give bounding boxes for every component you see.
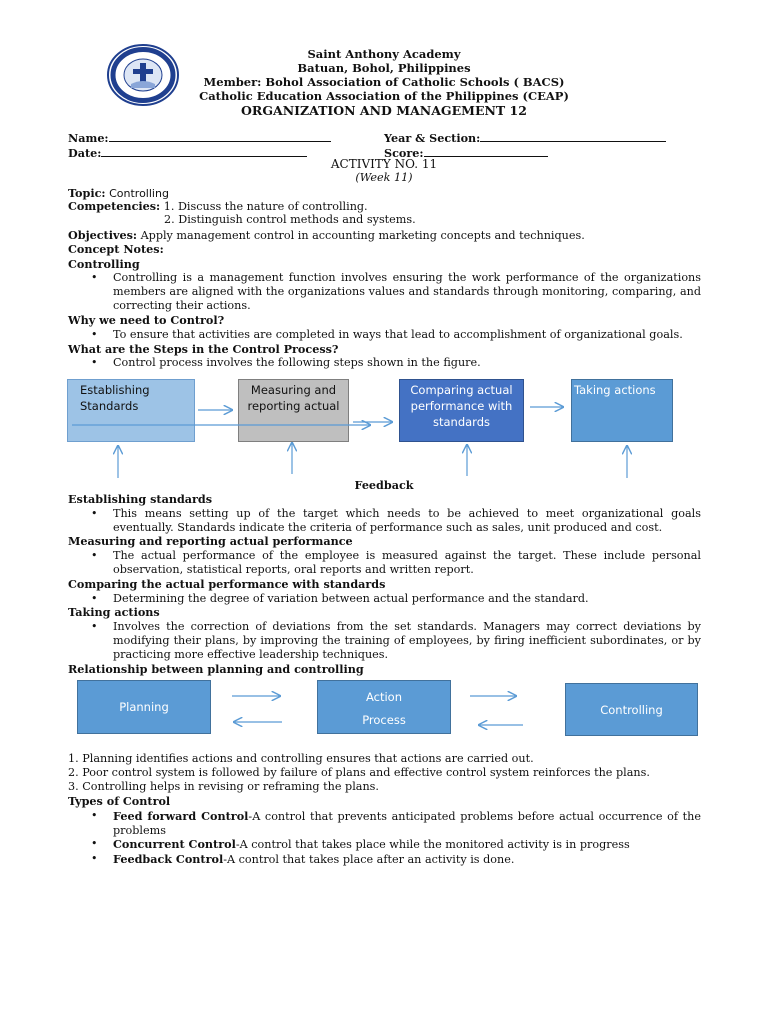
bullet-icon: •	[91, 852, 98, 865]
why-heading: Why we need to Control?	[68, 313, 225, 327]
school-address: Batuan, Bohol, Philippines	[297, 61, 471, 75]
competency-2: 2. Distinguish control methods and systems.	[164, 213, 416, 226]
competency-1: 1. Discuss the nature of controlling.	[163, 200, 368, 213]
taking-actions-label: Taking actions	[574, 383, 656, 397]
planning-box	[77, 680, 211, 734]
steps-text: Control process involves the following steps shown in the figure.	[113, 356, 481, 369]
year-section-label: Year & Section:	[384, 131, 481, 145]
bullet-icon: •	[91, 507, 98, 520]
bullet-icon: •	[91, 271, 98, 284]
date-label: Date:	[68, 146, 102, 160]
activity-title: ACTIVITY NO. 11	[330, 157, 438, 171]
comparing-box	[399, 379, 524, 442]
type-term: Feedback Control	[113, 852, 224, 866]
bullet-icon: •	[91, 809, 98, 822]
numbered-point-1: 1. Planning identifies actions and controlling ensures that actions are carried out.	[68, 752, 534, 765]
measuring-reporting-label: Measuring and reporting actual	[247, 383, 340, 413]
establishing-text: This means setting up of the target which needs to be achieved to meet organizational goals eventually. Standards indicate the criteria of performance such as sales, unit produced and cost.	[113, 507, 701, 534]
establishing-heading: Establishing standards	[68, 492, 213, 506]
measuring-heading: Measuring and reporting actual performance	[68, 534, 353, 548]
action-process-box	[317, 680, 451, 734]
taking-heading: Taking actions	[68, 605, 160, 619]
feedback-label: Feedback	[354, 478, 414, 492]
subject-title: ORGANIZATION AND MANAGEMENT 12	[241, 103, 527, 118]
comparing-label: Comparing actual performance with standards	[410, 383, 513, 429]
year-section-blank[interactable]	[480, 130, 666, 142]
relationship-heading: Relationship between planning and controlling	[68, 662, 364, 676]
name-field	[68, 130, 331, 145]
membership-ceap: Catholic Education Association of the Philippines (CEAP)	[199, 89, 569, 103]
bullet-icon: •	[91, 328, 98, 341]
controlling-heading: Controlling	[68, 257, 140, 271]
concept-notes-heading: Concept Notes:	[68, 242, 164, 256]
type-concurrent	[113, 837, 701, 852]
name-blank[interactable]	[109, 130, 331, 142]
name-label: Name:	[68, 131, 109, 145]
date-blank[interactable]	[101, 145, 307, 157]
action-label: Action	[365, 690, 403, 704]
types-heading: Types of Control	[68, 794, 171, 808]
comparing-text: Determining the degree of variation between actual performance and the standard.	[113, 592, 589, 605]
topic-value: Controlling	[109, 187, 169, 200]
objectives-value: Apply management control in accounting marketing concepts and techniques.	[140, 229, 585, 242]
competencies-label: Competencies:	[68, 199, 161, 213]
year-section-field	[384, 130, 666, 145]
controlling-box	[565, 683, 698, 736]
objectives-label: Objectives:	[68, 228, 138, 242]
measuring-text: The actual performance of the employee is measured against the target. These include personal observation, statistical reports, oral reports and written report.	[113, 549, 701, 576]
type-feed-forward	[113, 809, 701, 838]
process-label: Process	[362, 713, 406, 727]
membership-bacs: Member: Bohol Association of Catholic Schools ( BACS)	[203, 75, 565, 89]
score-blank[interactable]	[424, 145, 548, 157]
numbered-point-3: 3. Controlling helps in revising or reframing the plans.	[68, 780, 379, 793]
bullet-icon: •	[91, 837, 98, 850]
why-text: To ensure that activities are completed in ways that lead to accomplishment of organizational goals.	[113, 328, 683, 341]
controlling-label: Controlling	[600, 702, 663, 717]
type-definition: -A control that takes place while the monitored activity is in progress	[235, 838, 630, 851]
type-term: Feed forward Control	[113, 809, 249, 823]
controlling-text: Controlling is a management function involves ensuring the work performance of the organizations members are aligned with the organizations values and standards through monitoring, comparing, and correcting their actions.	[113, 271, 701, 312]
taking-text: Involves the correction of deviations from the set standards. Managers may correct deviations by modifying their plans, by improving the training of employees, by firing inefficient subordinates, or by practicing more effective leadership techniques.	[113, 620, 701, 661]
planning-label: Planning	[119, 700, 169, 714]
type-feedback	[113, 852, 701, 867]
activity-week: (Week 11)	[355, 171, 413, 184]
numbered-point-2: 2. Poor control system is followed by failure of plans and effective control system reinforces the plans.	[68, 766, 650, 779]
bullet-icon: •	[91, 356, 98, 369]
competencies-line	[68, 199, 368, 214]
bullet-icon: •	[91, 549, 98, 562]
objectives-line	[68, 228, 585, 243]
taking-actions-box	[571, 379, 673, 442]
measuring-reporting-box	[238, 379, 349, 442]
establishing-standards-box	[67, 379, 195, 442]
school-name: Saint Anthony Academy	[307, 47, 461, 61]
score-label: Score:	[384, 146, 424, 160]
type-term: Concurrent Control	[113, 837, 236, 851]
type-definition: -A control that takes place after an activity is done.	[223, 853, 515, 866]
bullet-icon: •	[91, 620, 98, 633]
steps-heading: What are the Steps in the Control Process?	[68, 342, 339, 356]
establishing-standards-label: Establishing Standards	[80, 383, 150, 413]
topic-label: Topic:	[68, 186, 106, 200]
type-definition: -A control that prevents anticipated problems before actual occurrence of the problems	[113, 810, 701, 837]
bullet-icon: •	[91, 592, 98, 605]
comparing-heading: Comparing the actual performance with standards	[68, 577, 386, 591]
